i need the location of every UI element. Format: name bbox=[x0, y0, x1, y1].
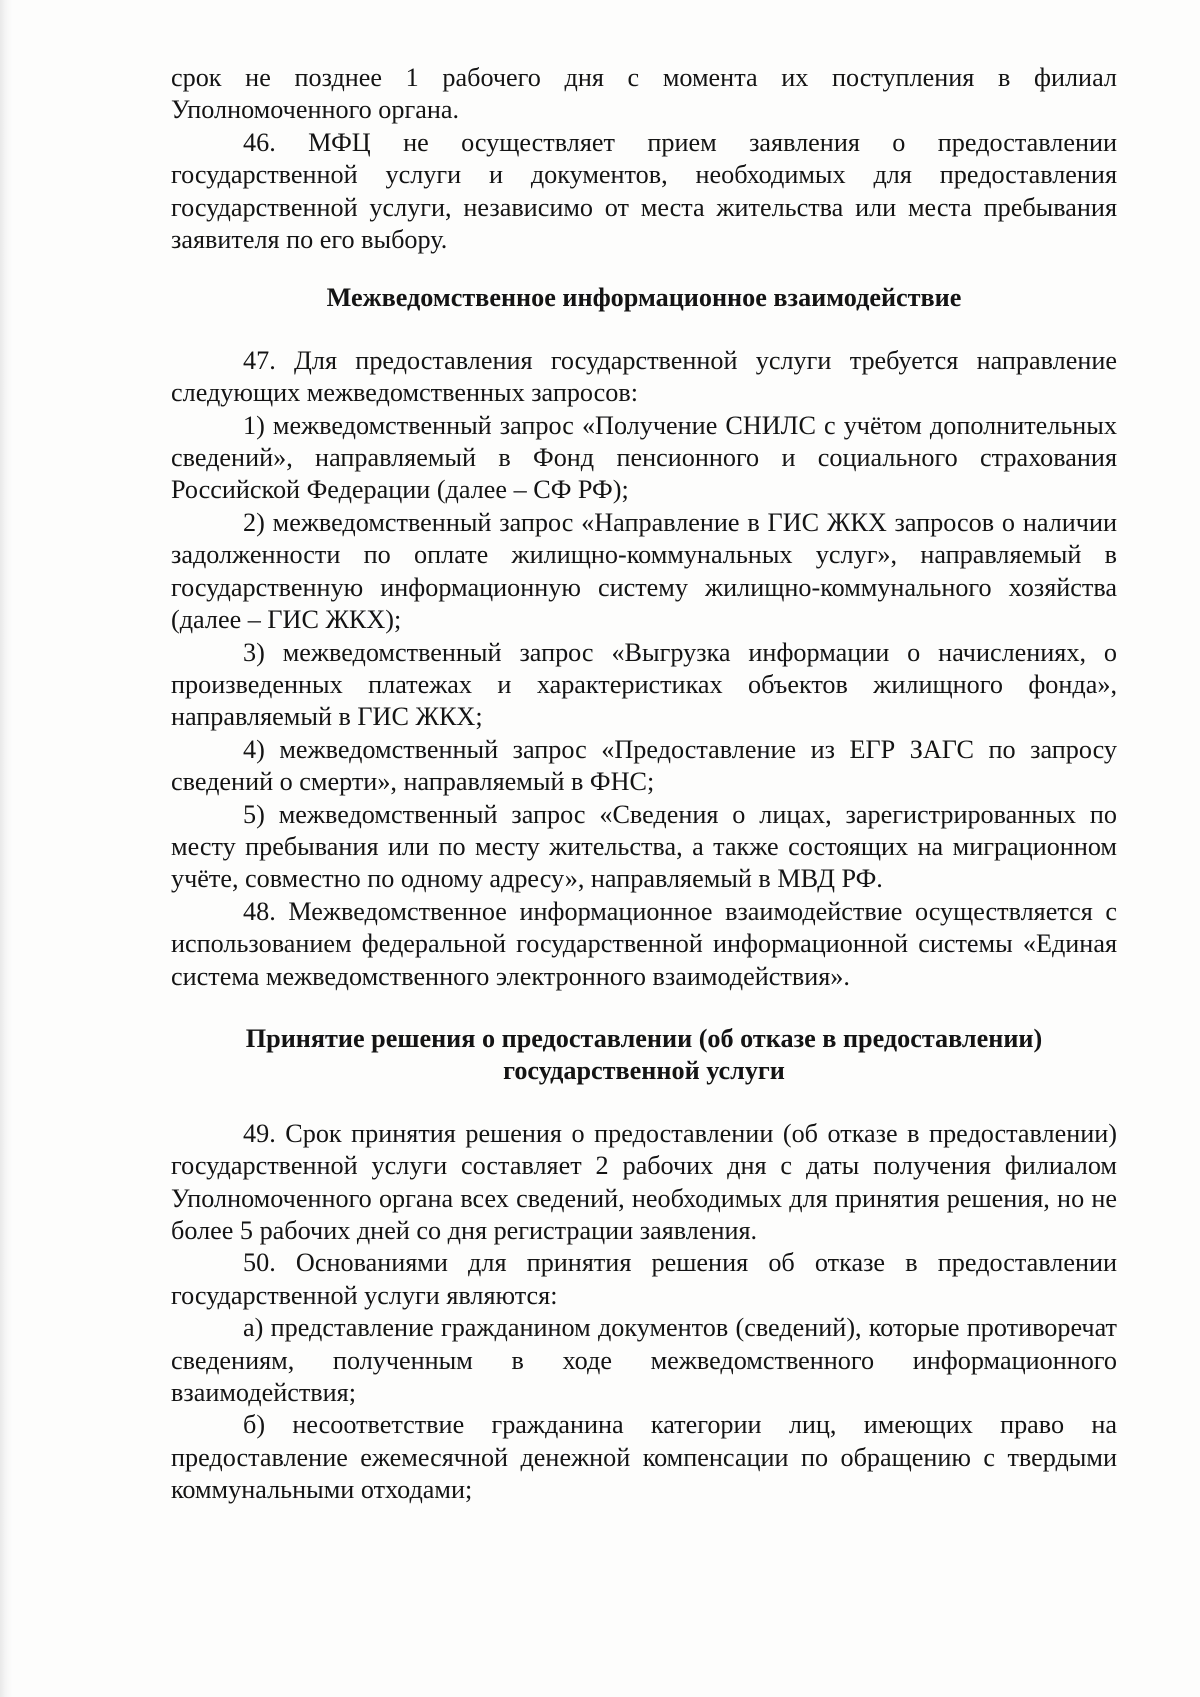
list-item-47-4: 4) межведомственный запрос «Предоставление из ЕГР ЗАГС по запросу сведений о смерти», направляемый в ФНС; bbox=[171, 734, 1117, 797]
section-heading-interagency: Межведомственное информационное взаимодействие bbox=[326, 283, 962, 313]
list-item-50-b: б) несоответствие гражданина категории лиц, имеющих право на предоставление ежемесячной денежной компенсации по обращению с твердыми коммунальными отходами; bbox=[171, 1410, 1117, 1505]
paragraph-48: 48. Межведомственное информационное взаимодействие осуществляется с использованием федеральной государственной информационной системы «Единая система межведомственного электронного взаимодействия». bbox=[171, 896, 1117, 991]
paragraph-50: 50. Основаниями для принятия решения об отказе в предоставлении государственной услуги являются: bbox=[171, 1248, 1117, 1310]
list-item-47-2: 2) межведомственный запрос «Направление в ГИС ЖКХ запросов о наличии задолженности по оплате жилищно-коммунальных услуг», направляемый в государственную информационную систему жилищно-коммунального хозяйства (далее – ГИС ЖКХ); bbox=[171, 507, 1117, 635]
paragraph-46: 46. МФЦ не осуществляет прием заявления о предоставлении государственной услуги и документов, необходимых для предоставления государственной услуги, независимо от места жительства или места пребывания заявителя по его выбору. bbox=[171, 127, 1117, 255]
paragraph-47: 47. Для предоставления государственной услуги требуется направление следующих межведомственных запросов: bbox=[171, 345, 1117, 408]
list-item-47-1: 1) межведомственный запрос «Получение СНИЛС с учётом дополнительных сведений», направляемый в Фонд пенсионного и социального страхования Российской Федерации (далее – СФ РФ); bbox=[171, 410, 1117, 505]
list-item-47-3: 3) межведомственный запрос «Выгрузка информации о начислениях, о произведенных платежах и характеристиках объектов жилищного фонда», направляемый в ГИС ЖКХ; bbox=[171, 637, 1117, 732]
list-item-47-5: 5) межведомственный запрос «Сведения о лицах, зарегистрированных по месту пребывания или по месту жительства, а также состоящих на миграционном учёте, совместно по одному адресу», направляемый в МВД РФ. bbox=[171, 799, 1117, 894]
paragraph-intro: срок не позднее 1 рабочего дня с момента их поступления в филиал Уполномоченного органа. bbox=[171, 63, 1117, 125]
scan-edge bbox=[0, 0, 12, 1697]
paragraph-49: 49. Срок принятия решения о предоставлении (об отказе в предоставлении) государственной услуги составляет 2 рабочих дня с даты получения филиалом Уполномоченного органа всех сведений, необходимых для принятия решения, но не более 5 рабочих дней со дня регистрации заявления. bbox=[171, 1118, 1117, 1245]
section-heading-decision: Принятие решения о предоставлении (об отказе в предоставлении) государственной услуги bbox=[245, 1023, 1043, 1086]
document-body bbox=[171, 62, 1117, 1507]
list-item-50-a: а) представление гражданином документов (сведений), которые противоречат сведениям, полученным в ходе межведомственного информационного взаимодействия; bbox=[171, 1313, 1117, 1408]
